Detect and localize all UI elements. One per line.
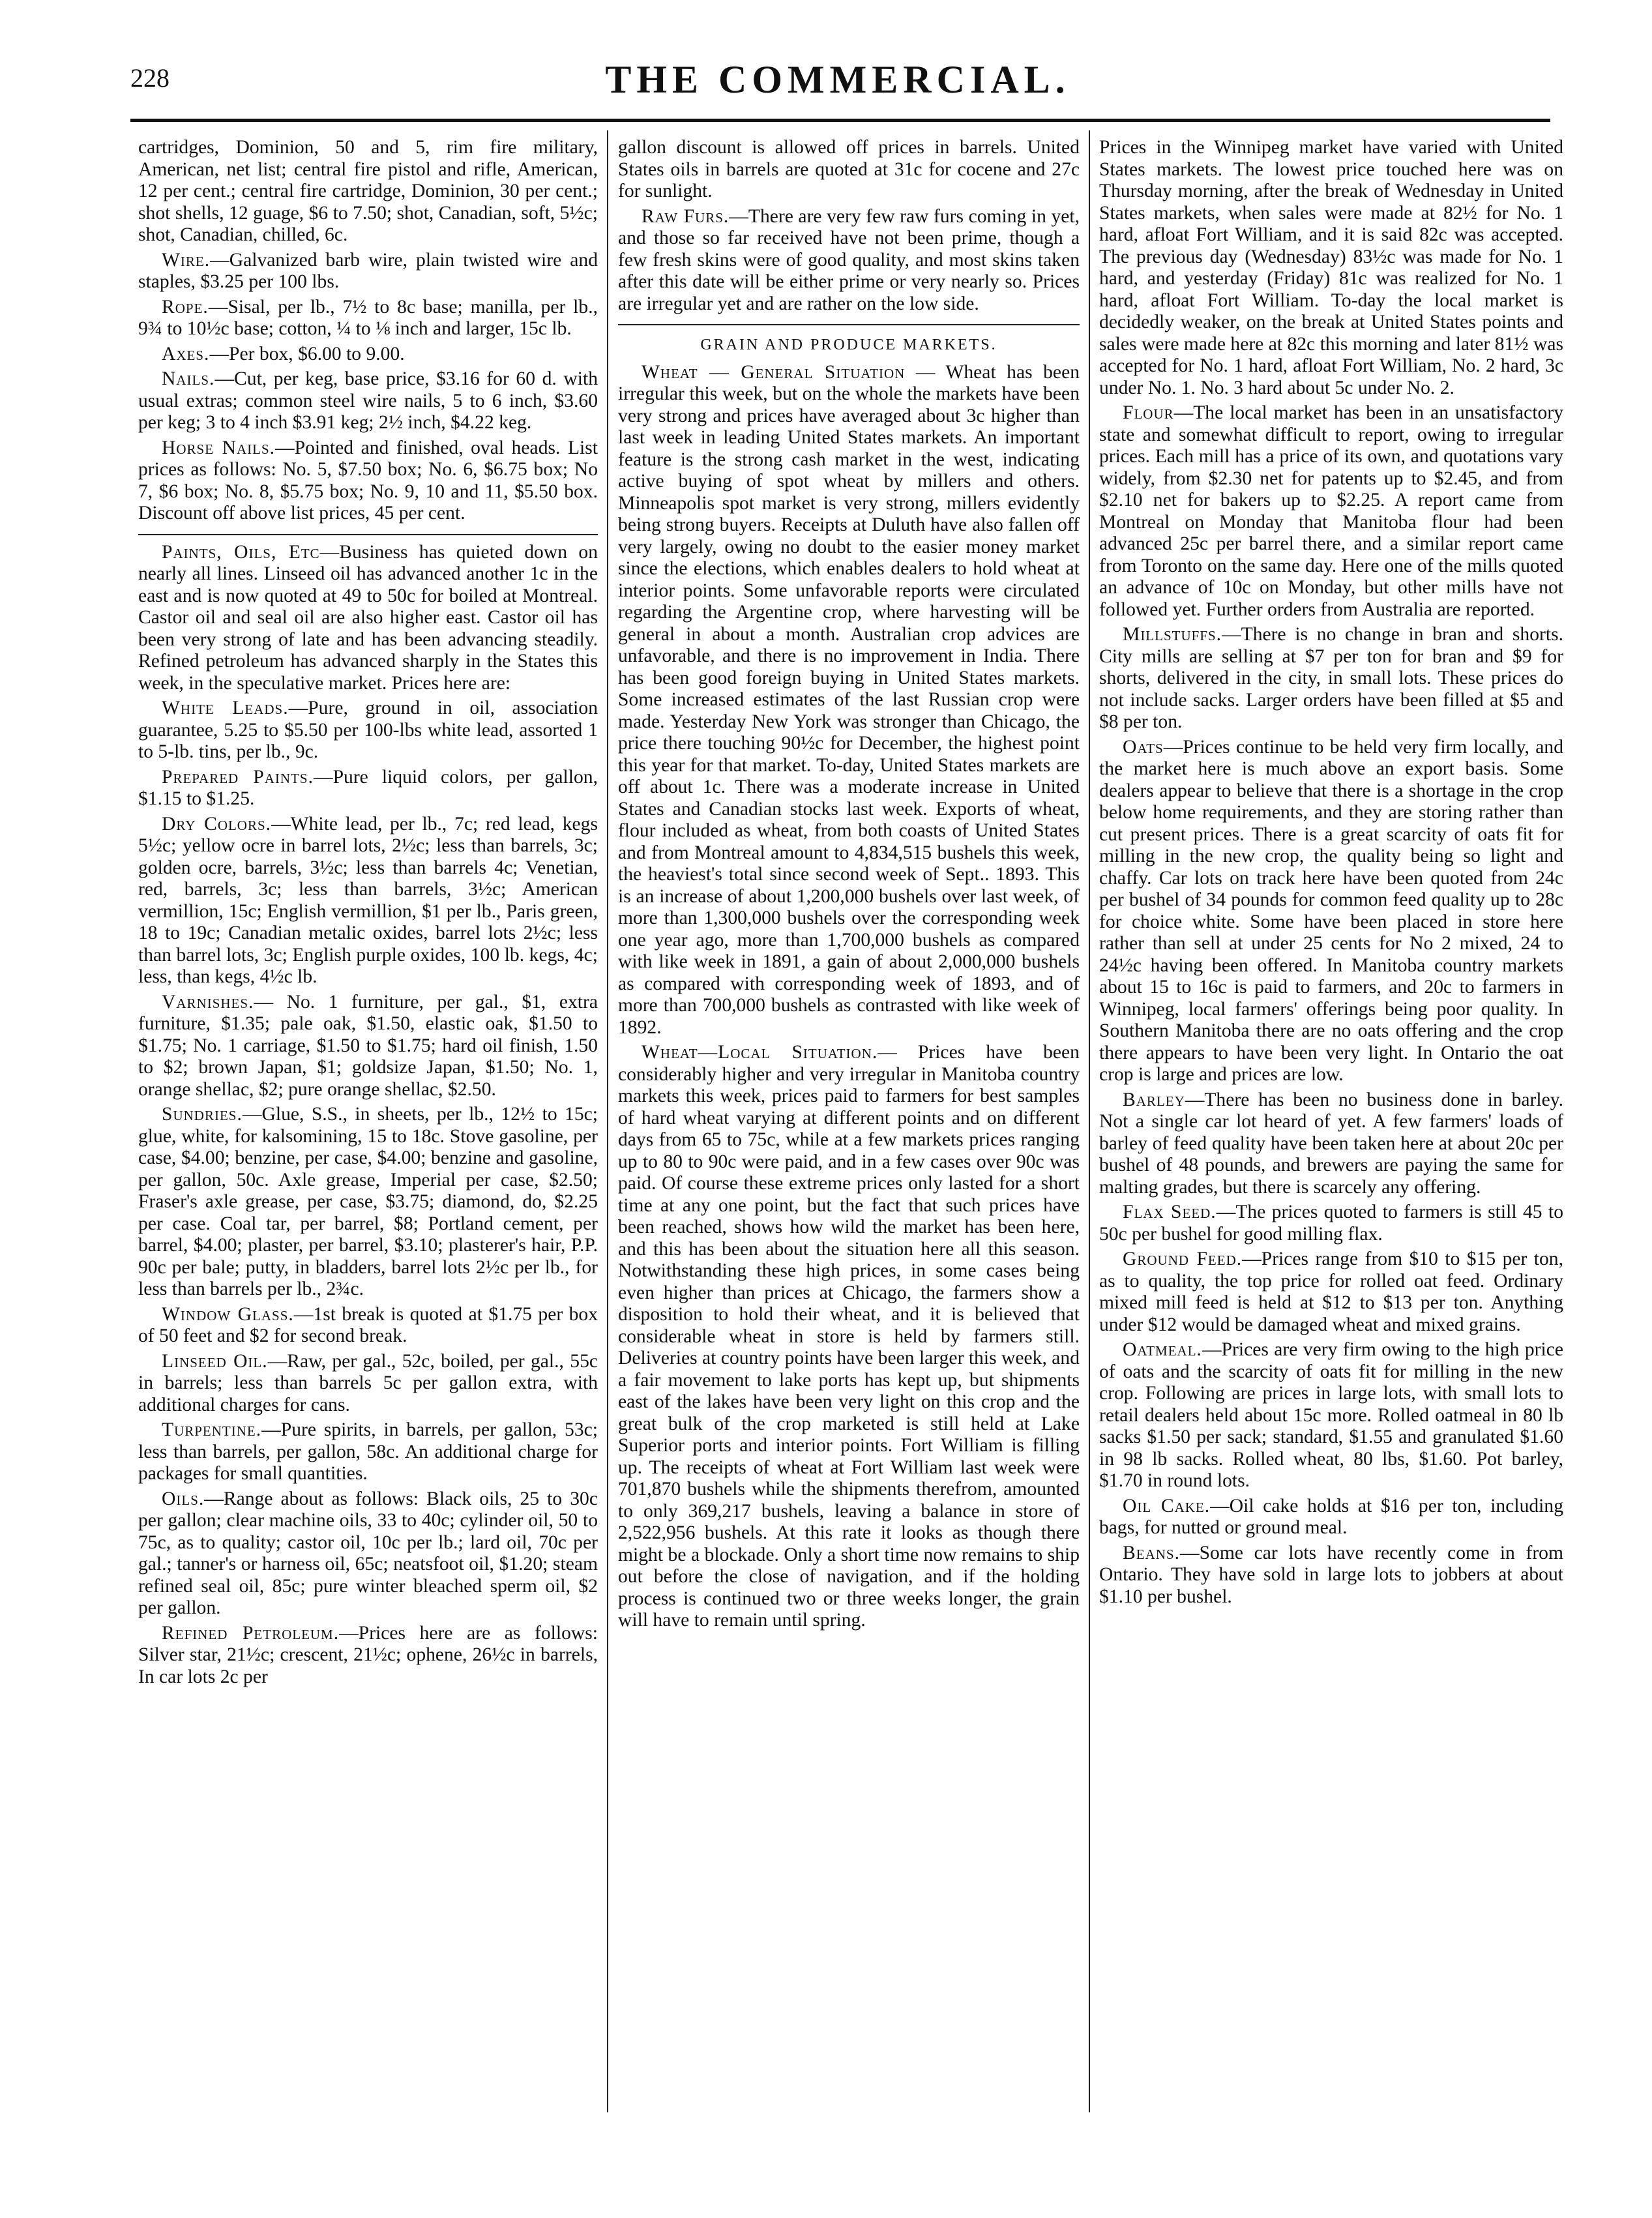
paragraph-flax-seed xyxy=(1099,1202,1563,1245)
paragraph-horse-nails xyxy=(138,437,598,525)
item-heading: Wire. xyxy=(162,249,211,271)
item-heading: Sundries. xyxy=(162,1104,243,1125)
column-1 xyxy=(138,137,598,2171)
paragraph-refined-petroleum xyxy=(138,1623,598,1689)
item-heading: Axes. xyxy=(162,343,210,364)
paragraph-oils xyxy=(138,1488,598,1619)
item-heading: Oatmeal. xyxy=(1123,1339,1202,1360)
item-heading: Window Glass. xyxy=(162,1303,294,1325)
item-body: —There has been no business done in barley. Not a single car lot heard of yet. A few farmers' loads of barley of feed quality have been taken here at about 20c per bushel of 48 pounds, and brewers are paying the same for malting grades, but there is scarcely any offering. xyxy=(1099,1089,1563,1198)
item-body: —Pure, ground in oil, association guarantee, 5.25 to $5.50 per 100-lbs white lead, assorted 1 to 5-lb. tins, per lb., 9c. xyxy=(138,698,598,762)
item-body: —Oil cake holds at $16 per ton, including bags, for nutted or ground meal. xyxy=(1099,1495,1563,1538)
item-heading: Oils. xyxy=(162,1488,205,1509)
item-heading: Horse Nails. xyxy=(162,437,276,458)
item-heading: Prepared Paints. xyxy=(162,766,314,788)
item-body: —Per box, $6.00 to 9.00. xyxy=(209,343,405,364)
page-header xyxy=(117,57,1558,103)
paragraph-turpentine xyxy=(138,1419,598,1485)
item-heading: Millstuffs. xyxy=(1123,624,1222,645)
item-body: —The local market has been in an unsatisfactory state and somewhat difficult to report, owing to irregular prices. Each mill has a price of its own, and quotations vary widely, from $2.30 net for patents up to $2.45, and from $2.10 net for bakers up to $2.25. A report came from Montreal on Monday that Manitoba flour had been advanced 25c per barrel there, and a similar report came from Toronto on the same day. Here one of the mills quoted an advance of 10c on Monday, but other mills have not followed yet. Further orders from Australia are reported. xyxy=(1099,402,1563,620)
item-heading: White Leads. xyxy=(162,698,289,718)
column-3 xyxy=(1099,137,1563,2171)
paragraph-rope xyxy=(138,297,598,340)
item-body: —Prices are very firm owing to the high price of oats and the scarcity of oats fit for milling in the new crop. Following are prices in large lots, with small lots to retail dealers held about 15c more. Rolled oatmeal in 80 lb sacks $1.50 per sack; standard, $1.55 and granulated $1.60 in 98 lb sacks. Rolled wheat, 80 lbs, $1.60. Pot barley, $1.70 in round lots. xyxy=(1099,1339,1563,1491)
item-body: —Galvanized barb wire, plain twisted wire and staples, $3.25 per 100 lbs. xyxy=(138,249,598,292)
item-heading: Rope. xyxy=(162,296,209,318)
item-heading: Oil Cake. xyxy=(1123,1495,1211,1516)
section-rule xyxy=(618,324,1080,325)
item-body: —Raw, per gal., 52c, boiled, per gal., 55c in barrels; less than barrels 5c per gallon extra, with additional charges for cans. xyxy=(138,1350,598,1415)
paragraph-prepared-paints xyxy=(138,767,598,810)
item-body: —There is no change in bran and shorts. City mills are selling at $7 per ton for bran and $9 for shorts, delivered in the city, in small lots. These prices do not include sacks. Larger orders have been filled at $5 and $8 per ton. xyxy=(1099,624,1563,732)
column-2 xyxy=(618,137,1080,2171)
item-body: —1st break is quoted at $1.75 per box of 50 feet and $2 for second break. xyxy=(138,1303,598,1346)
item-body: —Cut, per keg, base price, $3.16 for 60 d. with usual extras; common steel wire nails, 5 to 6 inch, $3.60 per keg; 3 to 4 inch $3.91 keg; 2½ inch, $4.22 keg. xyxy=(138,368,598,433)
item-heading: Wheat—Local Situation. xyxy=(642,1042,878,1063)
item-heading: Nails. xyxy=(162,368,215,389)
item-heading: Wheat — General Situation xyxy=(642,361,906,383)
item-body: —Prices continue to be held very firm locally, and the market here is much above an export basis. Some dealers appear to believe that there is a shortage in the crop below home requirements, and they are storing rather than cut present prices. There is a great scarcity of oats fit for milling in the new crop, the quality being so light and chaffy. Car lots on track here have been quoted from 24c per bushel of 34 pounds for common feed quality up to 28c for choice white. Some have been placed in store here rather than sell at under 25 cents for No 2 mixed, 24 to 24½c having been offered. In Manitoba country markets about 15 to 16c is paid to farmers, and 20c to farmers in Winnipeg, local farmers' offerings being poor quality. In Southern Manitoba there are no oats offering and the crop there appears to have been very light. In Ontario the oat crop is large and prices are low. xyxy=(1099,736,1563,1085)
paragraph-oats xyxy=(1099,737,1563,1086)
header-rule xyxy=(130,119,1550,122)
item-body: —White lead, per lb., 7c; red lead, kegs 5½c; yellow ocre in barrel lots, 2½c; less than barrels, 3c; golden ocre, barrels, 3½c; less than barrels 4c; Venetian, red, barrels, 3c; less than barrels, 3½c; American vermillion, 15c; English vermillion, $1 per lb., Paris green, 18 to 19c; Canadian metalic oxides, barrel lots 2½c; less than barrel lots, 3c; English purple oxides, 100 lb. kegs, 4c; less, than kegs, 4½c lb. xyxy=(138,813,598,987)
paragraph-nails xyxy=(138,368,598,434)
paragraph-varnishes xyxy=(138,992,598,1101)
item-body: —Business has quieted down on nearly all lines. Linseed oil has advanced another 1c in the east and is now quoted at 49 to 50c for boiled at Montreal. Castor oil and seal oil are also higher east. Castor oil has been very strong of late and has been advancing steadily. Refined petroleum has advanced sharply in the States this week, in the speculative market. Prices here are: xyxy=(138,541,598,694)
page-number: 228 xyxy=(130,63,170,93)
item-body: —Pure spirits, in barrels, per gallon, 53c; less than barrels, per gallon, 58c. An additional charge for packages for small quantities. xyxy=(138,1419,598,1484)
paragraph-sundries xyxy=(138,1104,598,1301)
item-body: —Glue, S.S., in sheets, per lb., 12½ to 15c; glue, white, for kalsomining, 15 to 18c. Stove gasoline, per case, $4.00; benzine, per case, $4.00; benzine and gasoline, per gallon, 50c. Axle grease, Imperial per case, $2.50; Fraser's axle grease, per case, $3.75; diamond, do, $2.25 per case. Coal tar, per barrel, $8; Portland cement, per barrel, $4.00; plaster, per barrel, $3.10; plasterer's hair, P.P. 90c per bale; putty, in bladders, barrel lots 2½c per lb., for less than barrels per lb., 2¾c. xyxy=(138,1104,598,1299)
paragraph-oatmeal xyxy=(1099,1339,1563,1492)
masthead-title: THE COMMERCIAL. xyxy=(605,58,1070,101)
item-heading: Dry Colors. xyxy=(162,813,272,835)
paragraph-beans xyxy=(1099,1543,1563,1608)
paragraph-linseed-oil xyxy=(138,1351,598,1417)
item-heading: Turpentine. xyxy=(162,1419,262,1440)
item-heading: Paints, Oils, Etc xyxy=(162,541,320,563)
paragraph-wheat-local xyxy=(618,1042,1080,1632)
item-heading: Ground Feed. xyxy=(1123,1249,1243,1269)
item-body: —Sisal, per lb., 7½ to 8c base; manilla, per lb., 9¾ to 10½c base; cotton, ¼ to ⅛ inch and larger, 15c lb. xyxy=(138,296,598,339)
item-body: —Pure liquid colors, per gallon, $1.15 to $1.25. xyxy=(138,766,598,809)
paragraph: Prices in the Winnipeg market have varied with United States markets. The lowest price touched here was on Thursday morning, after the break of Wednesday in United States markets, when sales were made at 82½ for No. 1 hard, afloat Fort William, and it is said 82c was accepted. The previous day (Wednesday) 83½c was made for No. 1 hard, and yesterday (Friday) 81c was realized for No. 1 hard, afloat Fort William. To-day the local market is decidedly weaker, on the break at United States points and sales were made here at 82c this morning and later 81½ was accepted for No. 1 hard, afloat Fort William, No. 2 hard, 3c under No. 1. No. 3 hard about 5c under No. 2. xyxy=(1099,137,1563,398)
item-heading: Barley xyxy=(1123,1089,1185,1110)
item-body: —There are very few raw furs coming in yet, and those so far received have not been prime, though a few fresh skins were of good quality, and most skins taken after this date will be either prime or very nearly so. Prices are irregular yet and are rather on the low side. xyxy=(618,205,1080,314)
item-body: —Prices here are as follows: Silver star, 21½c; crescent, 21½c; ophene, 26½c in barrels, In car lots 2c per xyxy=(138,1622,598,1687)
section-rule xyxy=(138,534,598,535)
item-body: —Prices range from $10 to $15 per ton, as to quality, the top price for rolled oat feed. Ordinary mixed mill feed is held at $12 to $13 per ton. Anything under $12 would be damaged wheat and mixed grains. xyxy=(1099,1249,1563,1335)
item-body: — Wheat has been irregular this week, but on the whole the markets have been very strong and prices have averaged about 3c higher than last week in leading United States markets. An important feature is the strong cash market in the west, indicating active buying of spot wheat by millers and others. Minneapolis spot market is very strong, millers evidently being strong buyers. Receipts at Duluth have also fallen off very largely, owing no doubt to the easier money market since the elections, which enables dealers to hold wheat at interior points. Some unfavorable reports were circulated regarding the Argentine crop, where harvesting will be general in about a month. Australian crop advices are unfavorable, and there is no improvement in India. There has been good foreign buying in United States markets. Some increased estimates of the last Russian crop were made. Yesterday New York was stronger than Chicago, the price there touching 90½c for December, the highest point this year for that market. To-day, United States markets are off about 1c. There was a moderate increase in United States and Canadian stocks last week. Exports of wheat, flour included as wheat, from both coasts of United States and from Montreal amount to 4,834,515 bushels this week, the heaviest's total since second week of Sept.. 1893. This is an increase of about 1,200,000 bushels over last week, of more than 1,300,000 bushels over the corresponding week one year ago, more than 1,700,000 bushels as compared with like week in 1891, a gain of about 2,000,000 bushels as compared with corresponding week of 1893, and of more than 700,000 bushels as contrasted with like week of 1892. xyxy=(618,361,1080,1038)
paragraph-millstuffs xyxy=(1099,624,1563,733)
item-body: —The prices quoted to farmers is still 45 to 50c per bushel for good milling flax. xyxy=(1099,1202,1563,1245)
column-divider xyxy=(607,130,608,2112)
paragraph-axes xyxy=(138,344,598,366)
item-heading: Varnishes. xyxy=(162,991,254,1013)
item-body: —Range about as follows: Black oils, 25 to 30c per gallon; clear machine oils, 33 to 40c; cylinder oil, 50 to 75c, as to quality; castor oil, 10c per lb.; lard oil, 70c per gal.; tanner's or harness oil, 65c; neatsfoot oil, $1.20; steam refined seal oil, 85c; pure winter bleached sperm oil, $2 per gallon. xyxy=(138,1488,598,1618)
item-body: —Pointed and finished, oval heads. List prices as follows: No. 5, $7.50 box; No. 6, $6.75 box; No 7, $6 box; No. 8, $5.75 box; No. 9, 10 and 11, $5.50 box. Discount off above list prices, 45 per cent. xyxy=(138,437,598,524)
paragraph-oil-cake xyxy=(1099,1496,1563,1539)
section-title: GRAIN AND PRODUCE MARKETS. xyxy=(700,336,997,353)
item-heading: Flour xyxy=(1123,402,1174,423)
item-heading: Oats xyxy=(1123,736,1164,758)
paragraph-barley xyxy=(1099,1089,1563,1199)
column-divider xyxy=(1089,130,1090,2112)
paragraph-paints xyxy=(138,542,598,695)
paragraph-window-glass xyxy=(138,1304,598,1348)
paragraph-wire xyxy=(138,250,598,293)
paragraph-white-leads xyxy=(138,698,598,763)
paragraph-raw-furs xyxy=(618,206,1080,316)
paragraph: gallon discount is allowed off prices in barrels. United States oils in barrels are quoted at 31c for cocene and 27c for sunlight. xyxy=(618,137,1080,201)
item-heading: Beans. xyxy=(1123,1542,1180,1563)
paragraph-flour xyxy=(1099,402,1563,621)
item-heading: Flax Seed. xyxy=(1123,1202,1217,1222)
paragraph: cartridges, Dominion, 50 and 5, rim fire military, American, net list; central fire pistol and rifle, American, 12 per cent.; central fire cartridge, Dominion, 30 per cent.; shot shells, 12 guage, $6 to 7.50; shot, Canadian, soft, 5½c; shot, Canadian, chilled, 6c. xyxy=(138,137,598,245)
item-heading: Raw Furs. xyxy=(642,205,730,227)
item-heading: Refined Petroleum. xyxy=(162,1622,340,1644)
item-body: —Some car lots have recently come in from Ontario. They have sold in large lots to jobbers at about $1.10 per bushel. xyxy=(1099,1542,1563,1607)
paragraph-dry-colors xyxy=(138,814,598,988)
item-body: — Prices have been considerably higher and very irregular in Manitoba country markets this week, prices paid to farmers for best samples of hard wheat varying at different points and on different days from 65 to 75c, while at a few markets prices ranging up to 80 to 90c were paid, and in a few cases over 90c was paid. Of course these extreme prices only lasted for a short time at any one point, but the fact that such prices have been reached, shows how wild the market has been here, and this has been about the situation here all this season. Notwithstanding these high prices, in some cases being even higher than prices at Chicago, the farmers show a disposition to hold their wheat, and it is believed that considerable wheat in store is held by farmers still. Deliveries at country points have been larger this week, and a fair movement to lake ports has kept up, but shipments east of the lakes have been very light on this crop and the great bulk of the crop marketed is still held at Lake Superior ports and interior points. Fort William is filling up. The receipts of wheat at Fort William last week were 701,870 bushels while the shipments therefrom, amounted to only 369,217 bushels, leaving a balance in store of 2,522,956 bushels. At this rate it looks as though there might be a blockade. Only a short time now remains to ship out before the close of navigation, and if the holding process is continued two or three weeks longer, the grain will have to remain until spring. xyxy=(618,1042,1080,1631)
paragraph-wheat-general xyxy=(618,362,1080,1039)
item-body: — No. 1 furniture, per gal., $1, extra furniture, $1.35; pale oak, $1.50, elastic oak, $1.50 to $1.75; No. 1 carriage, $1.50 to $1.75; hard oil finish, 1.50 to $2; brown Japan, $1; goldsize Japan, $1.50; No. 1, orange shellac, $2; pure orange shellac, $2.50. xyxy=(138,991,598,1100)
item-heading: Linseed Oil. xyxy=(162,1350,268,1372)
paragraph-ground-feed xyxy=(1099,1249,1563,1336)
